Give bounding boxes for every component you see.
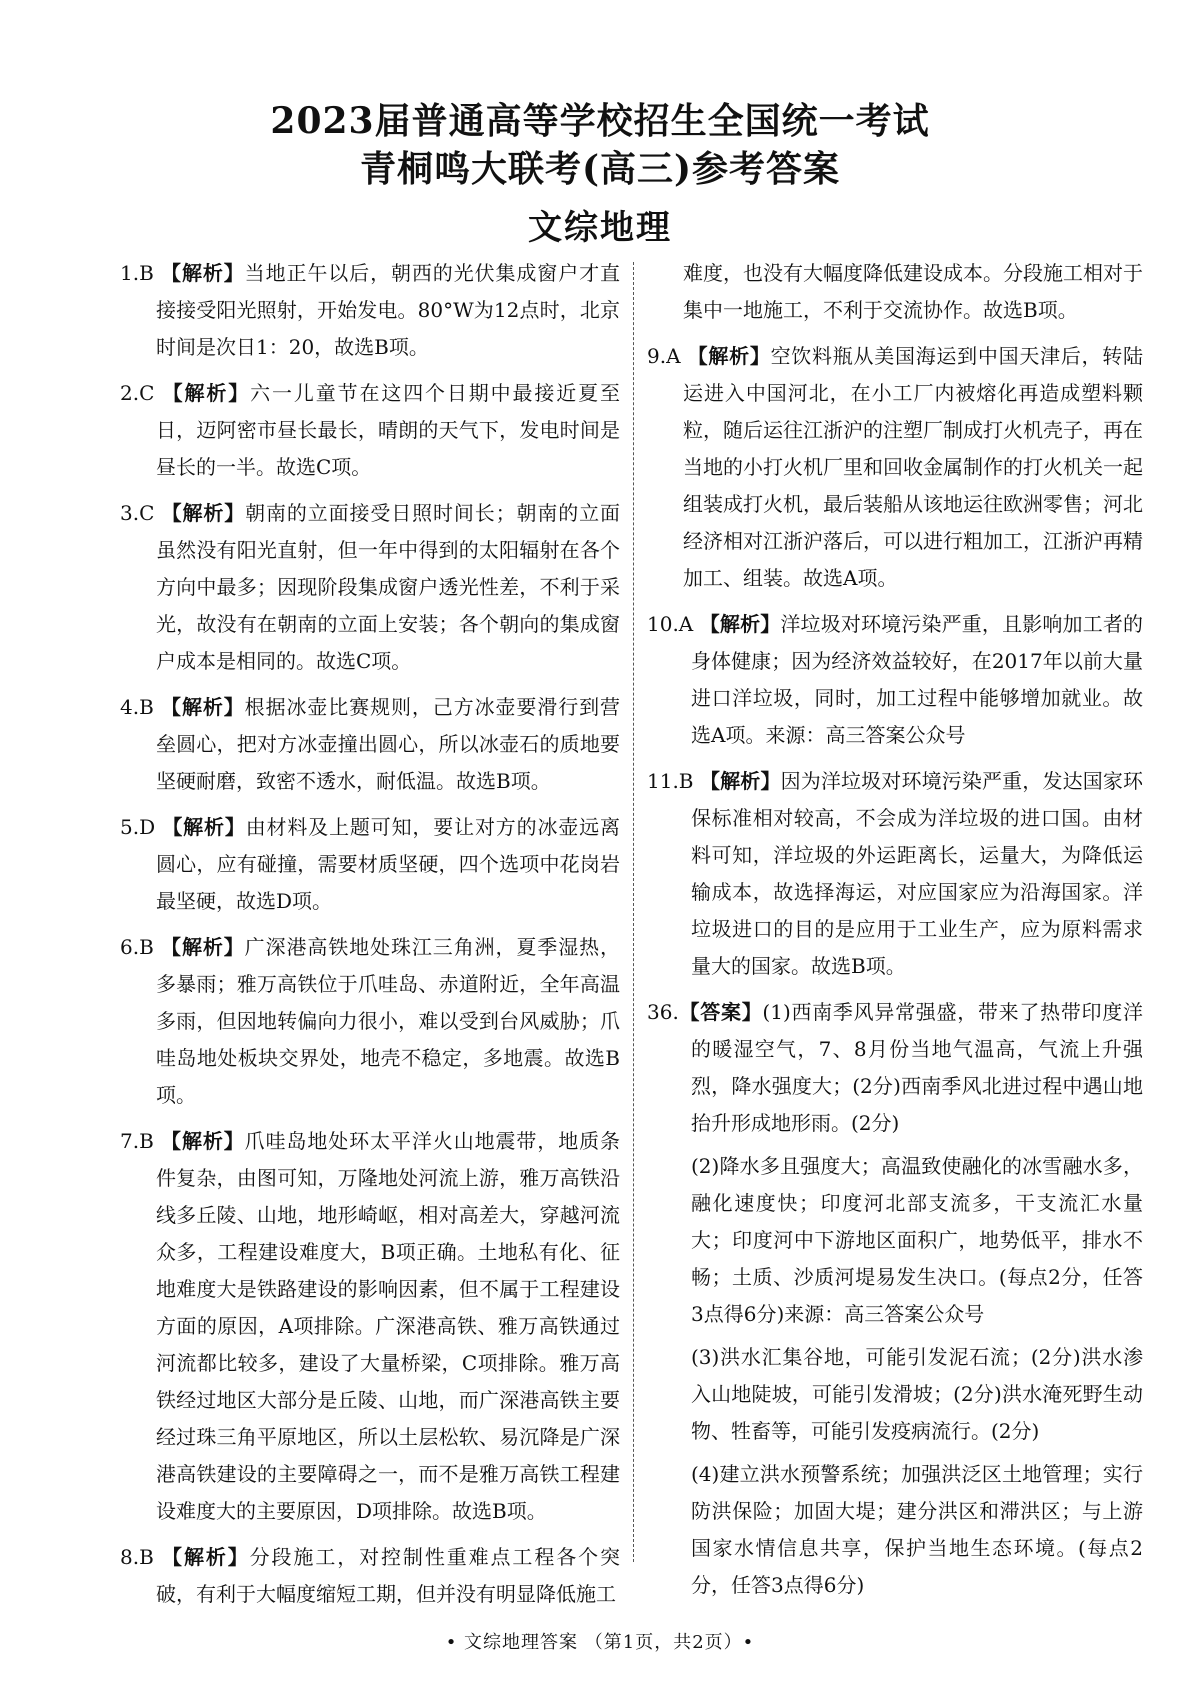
answer-item-11 (647, 763, 1143, 985)
answer-number: 6.B (120, 935, 154, 959)
answer-item-36-part3: (3)洪水汇集谷地，可能引发泥石流；(2分)洪水渗入山地陡坡，可能引发滑坡；(2分)洪水淹死野生动物、牲畜等，可能引发疫病流行。(2分) (691, 1345, 1143, 1443)
exam-subtitle: 青桐鸣大联考(高三)参考答案 (359, 148, 841, 190)
exam-title: 2023届普通高等学校招生全国统一考试 (270, 100, 930, 142)
answer-item-4 (120, 689, 620, 800)
answer-item-5 (120, 809, 620, 920)
answer-number: 9.A (647, 344, 681, 368)
analysis-tag: 【解析】 (161, 261, 245, 285)
answer-text: 当地正午以后，朝西的光伏集成窗户才直接接受阳光照射，开始发电。80°W为12点时，北京时间是次日1：20，故选B项。 (156, 261, 620, 359)
analysis-tag: 【解析】 (162, 815, 246, 839)
answer-text: 因为洋垃圾对环境污染严重，发达国家环保标准相对较高，不会成为洋垃圾的进口国。由材料可知，洋垃圾的外运距离长，运量大，为降低运输成本，故选择海运，对应国家应为沿海国家。洋垃圾进口的目的是应用于工业生产，应为原料需求量大的国家。故选B项。 (691, 769, 1143, 978)
answer-number: 10.A (647, 612, 694, 636)
analysis-tag: 【解析】 (161, 501, 246, 525)
analysis-tag: 【解析】 (162, 1545, 250, 1569)
answer-columns (0, 255, 1200, 1615)
answer-text: 六一儿童节在这四个日期中最接近夏至日，迈阿密市昼长最长，晴朗的天气下，发电时间是昼长的一半。故选C项。 (156, 381, 620, 479)
page-footer: • 文综地理答案 （第1页，共2页）• (445, 1632, 755, 1653)
answer-item-9 (647, 338, 1143, 597)
answer-item-8 (120, 1539, 620, 1613)
answer-item-8-continued: 难度，也没有大幅度降低建设成本。分段施工相对于集中一地施工，不利于交流协作。故选B项。 (683, 261, 1143, 322)
analysis-tag: 【解析】 (161, 1129, 245, 1153)
answer-text: 由材料及上题可知，要让对方的冰壶远离圆心，应有碰撞，需要材质坚硬，四个选项中花岗岩最坚硬，故选D项。 (156, 815, 620, 913)
answer-text: 朝南的立面接受日照时间长；朝南的立面虽然没有阳光直射，但一年中得到的太阳辐射在各个方向中最多；因现阶段集成窗户透光性差，不利于采光，故没有在朝南的立面上安装；各个朝向的集成窗户成本是相同的。故选C项。 (156, 501, 620, 673)
answer-number: 11.B (647, 769, 694, 793)
answer-text: 爪哇岛地处环太平洋火山地震带，地质条件复杂，由图可知，万隆地处河流上游，雅万高铁沿线多丘陵、山地，地形崎岖，相对高差大，穿越河流众多，工程建设难度大，B项正确。土地私有化、征地难度大是铁路建设的影响因素，但不属于工程建设方面的原因，A项排除。广深港高铁、雅万高铁通过河流都比较多，建设了大量桥梁，C项排除。雅万高铁经过地区大部分是丘陵、山地，而广深港高铁主要经过珠三角平原地区，所以土层松软、易沉降是广深港高铁建设的主要障碍之一，而不是雅万高铁工程建设难度大的主要原因，D项排除。故选B项。 (156, 1129, 620, 1523)
answer-number: 3.C (120, 501, 155, 525)
answer-text: 洋垃圾对环境污染严重，且影响加工者的身体健康；因为经济效益较好，在2017年以前大量进口洋垃圾，同时，加工过程中能够增加就业。故选A项。来源：高三答案公众号 (691, 612, 1143, 747)
analysis-tag: 【解析】 (162, 381, 251, 405)
answer-item-10 (647, 606, 1143, 754)
answer-number: 36. (647, 1000, 679, 1024)
answer-number: 7.B (120, 1129, 154, 1153)
answer-text: 广深港高铁地处珠江三角洲，夏季湿热，多暴雨；雅万高铁位于爪哇岛、赤道附近，全年高温多雨，但因地转偏向力很小，难以受到台风威胁；爪哇岛地处板块交界处，地壳不稳定，多地震。故选B项。 (156, 935, 620, 1107)
answer-item-3 (120, 495, 620, 680)
analysis-tag: 【解析】 (700, 769, 781, 793)
answer-tag: 【答案】 (678, 1000, 763, 1024)
answer-number: 2.C (120, 381, 155, 405)
analysis-tag: 【解析】 (161, 935, 245, 959)
answer-number: 4.B (120, 695, 154, 719)
answer-item-1 (120, 255, 620, 366)
answer-text: 分段施工，对控制性重难点工程各个突破，有利于大幅度缩短工期，但并没有明显降低施工 (156, 1545, 620, 1606)
left-column (120, 255, 620, 1615)
answer-number: 8.B (120, 1545, 154, 1569)
answer-number: 5.D (120, 815, 156, 839)
answer-number: 1.B (120, 261, 154, 285)
answer-item-2 (120, 375, 620, 486)
answer-text: 空饮料瓶从美国海运到中国天津后，转陆运进入中国河北，在小工厂内被熔化再造成塑料颗粒，随后运往江浙沪的注塑厂制成打火机壳子，再在当地的小打火机厂里和回收金属制作的打火机关一起组装成打火机，最后装船从该地运往欧洲零售；河北经济相对江浙沪落后，可以进行粗加工，江浙沪再精加工、组装。故选A项。 (683, 344, 1143, 590)
answer-item-36-part4: (4)建立洪水预警系统；加强洪泛区土地管理；实行防洪保险；加固大堤；建分洪区和滞洪区；与上游国家水情信息共享，保护当地生态环境。(每点2分，任答3点得6分) (691, 1462, 1143, 1597)
answer-item-7 (120, 1123, 620, 1530)
answer-item-36-part1 (647, 994, 1143, 1142)
right-column (647, 255, 1143, 1615)
subject-title: 文综地理 (528, 208, 672, 248)
answer-item-36-part2: (2)降水多且强度大；高温致使融化的冰雪融水多，融化速度快；印度河北部支流多，干支流汇水量大；印度河中下游地区面积广，地势低平，排水不畅；土质、沙质河堤易发生决口。(每点2分，任答3点得6分)来源：高三答案公众号 (691, 1154, 1143, 1326)
answer-item-6 (120, 929, 620, 1114)
analysis-tag: 【解析】 (687, 344, 771, 368)
analysis-tag: 【解析】 (161, 695, 245, 719)
answer-text: (1)西南季风异常强盛，带来了热带印度洋的暖湿空气，7、8月份当地气温高，气流上升强烈，降水强度大；(2分)西南季风北进过程中遇山地抬升形成地形雨。(2分) (691, 1000, 1143, 1135)
page-header (0, 98, 1200, 250)
analysis-tag: 【解析】 (699, 612, 781, 636)
answer-text: 根据冰壶比赛规则，己方冰壶要滑行到营垒圆心，把对方冰壶撞出圆心，所以冰壶石的质地要坚硬耐磨，致密不透水，耐低温。故选B项。 (156, 695, 620, 793)
